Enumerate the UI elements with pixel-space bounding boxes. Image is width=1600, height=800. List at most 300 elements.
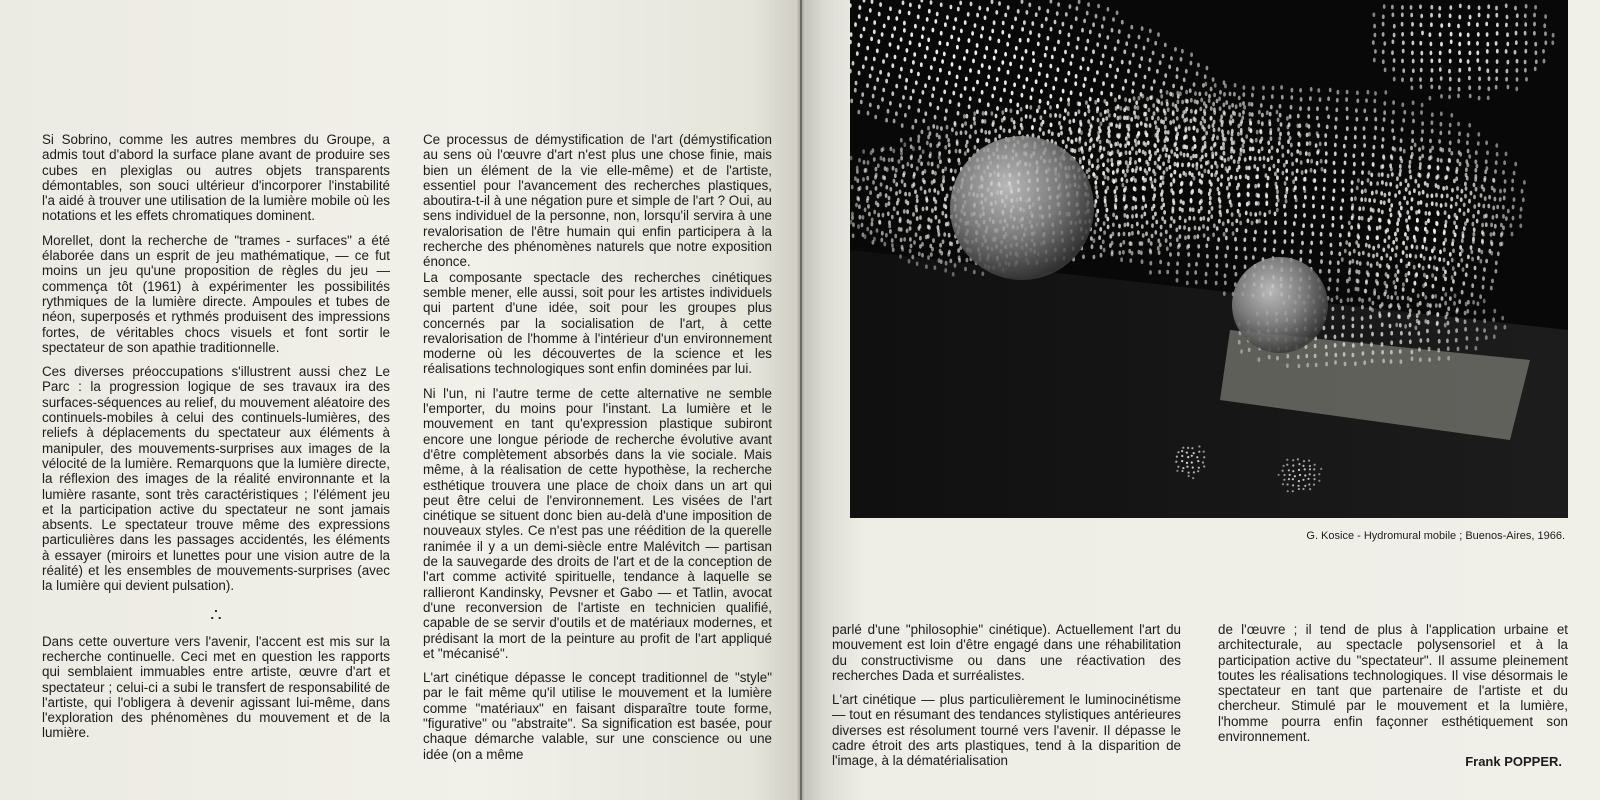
light-dot bbox=[1322, 195, 1325, 200]
light-dot bbox=[1200, 217, 1203, 222]
light-dot bbox=[957, 37, 960, 42]
light-dot bbox=[1453, 221, 1456, 226]
light-dot bbox=[1202, 224, 1205, 229]
light-dot bbox=[1391, 172, 1394, 177]
light-dot bbox=[1297, 131, 1300, 136]
light-dot bbox=[1372, 350, 1375, 355]
light-dot bbox=[1382, 22, 1385, 27]
light-dot bbox=[1026, 77, 1029, 82]
light-dot bbox=[1404, 324, 1407, 329]
light-dot bbox=[1224, 281, 1227, 286]
light-dot bbox=[1278, 136, 1281, 141]
light-dot bbox=[1017, 9, 1020, 14]
light-dot bbox=[1468, 199, 1471, 204]
light-dot bbox=[1044, 110, 1047, 115]
light-dot bbox=[1476, 164, 1479, 169]
light-dot bbox=[907, 162, 910, 167]
light-dot bbox=[1039, 127, 1042, 132]
light-dot bbox=[1377, 208, 1380, 213]
light-dot bbox=[1309, 488, 1311, 490]
light-dot bbox=[1268, 355, 1271, 360]
light-dot bbox=[1138, 35, 1141, 40]
light-dot bbox=[1164, 125, 1167, 130]
light-dot bbox=[1427, 303, 1430, 308]
light-dot bbox=[1306, 141, 1309, 146]
light-dot bbox=[1455, 328, 1458, 333]
light-dot bbox=[1210, 87, 1213, 92]
light-dot bbox=[880, 182, 883, 187]
light-dot bbox=[1181, 470, 1183, 472]
light-dot bbox=[1277, 159, 1280, 164]
light-dot bbox=[1194, 270, 1197, 275]
light-dot bbox=[944, 268, 947, 273]
light-dot bbox=[1162, 180, 1165, 185]
light-dot bbox=[1408, 215, 1411, 220]
light-dot bbox=[1441, 148, 1444, 153]
light-dot bbox=[1119, 143, 1122, 148]
light-dot bbox=[1280, 85, 1283, 90]
light-dot bbox=[995, 10, 998, 15]
light-dot bbox=[1102, 171, 1105, 176]
light-dot bbox=[966, 49, 969, 54]
light-dot bbox=[1455, 170, 1458, 175]
light-dot bbox=[1142, 176, 1145, 181]
light-dot bbox=[1087, 105, 1090, 110]
light-dot bbox=[1135, 151, 1138, 156]
light-dot bbox=[859, 5, 862, 10]
light-dot bbox=[1428, 357, 1431, 362]
light-dot bbox=[891, 63, 894, 68]
light-dot bbox=[910, 32, 913, 37]
light-dot bbox=[1105, 116, 1108, 121]
light-dot bbox=[1260, 103, 1263, 108]
light-dot bbox=[1186, 466, 1188, 468]
light-dot bbox=[959, 149, 962, 154]
paragraph: parlé d'une "philosophie" cinétique). Actuellement l'art du mouvement est loin d'être engagé dans une réhabilitation du constructivisme ou dans une réactivation des recherches Dada et surréalistes. bbox=[832, 622, 1181, 683]
light-dot bbox=[1195, 109, 1198, 114]
light-dot bbox=[1096, 109, 1099, 114]
light-dot bbox=[1455, 216, 1458, 221]
light-dot bbox=[1296, 169, 1299, 174]
light-dot bbox=[922, 119, 925, 124]
light-dot bbox=[1382, 14, 1385, 19]
light-dot bbox=[1215, 281, 1218, 286]
light-dot bbox=[1478, 203, 1481, 208]
light-dot bbox=[1439, 32, 1442, 37]
light-dot bbox=[1313, 178, 1316, 183]
light-dot bbox=[1502, 170, 1505, 175]
light-dot bbox=[1103, 230, 1106, 235]
light-dot bbox=[919, 215, 922, 220]
light-dot bbox=[1157, 246, 1160, 251]
light-dot bbox=[871, 222, 874, 227]
light-dot bbox=[904, 113, 907, 118]
light-dot bbox=[899, 217, 902, 222]
light-dot bbox=[984, 130, 987, 135]
light-dot bbox=[940, 183, 943, 188]
light-dot bbox=[1059, 30, 1062, 35]
light-dot bbox=[1477, 210, 1480, 215]
light-dot bbox=[898, 9, 901, 14]
light-dot bbox=[963, 56, 966, 61]
light-dot bbox=[900, 156, 903, 161]
light-dot bbox=[1193, 136, 1196, 141]
light-dot bbox=[965, 130, 968, 135]
light-dot bbox=[1252, 147, 1255, 152]
light-dot bbox=[977, 70, 980, 75]
light-dot bbox=[1274, 239, 1277, 244]
light-dot bbox=[916, 216, 919, 221]
light-dot bbox=[1444, 210, 1447, 215]
light-dot bbox=[1396, 176, 1399, 181]
light-dot bbox=[1197, 470, 1199, 472]
light-dot bbox=[858, 71, 861, 76]
light-dot bbox=[1334, 335, 1337, 340]
light-dot bbox=[1240, 119, 1243, 124]
light-dot bbox=[1154, 151, 1157, 156]
light-dot bbox=[1141, 26, 1144, 31]
light-dot bbox=[1417, 294, 1420, 299]
light-dot bbox=[938, 142, 941, 147]
light-dot bbox=[1478, 77, 1481, 82]
light-dot bbox=[1491, 279, 1494, 284]
light-dot bbox=[1533, 22, 1536, 27]
light-dot bbox=[851, 212, 854, 217]
light-dot bbox=[1233, 92, 1236, 97]
light-dot bbox=[1361, 325, 1364, 330]
light-dot bbox=[871, 66, 874, 71]
light-dot bbox=[1231, 222, 1234, 227]
light-dot bbox=[1309, 96, 1312, 101]
light-dot bbox=[976, 139, 979, 144]
light-dot bbox=[1416, 245, 1419, 250]
light-dot bbox=[1173, 170, 1176, 175]
light-dot bbox=[1405, 246, 1408, 251]
light-dot bbox=[914, 119, 917, 124]
light-dot bbox=[1219, 204, 1222, 209]
light-dot bbox=[1063, 116, 1066, 121]
light-dot bbox=[1514, 50, 1517, 55]
light-dot bbox=[1256, 130, 1259, 135]
light-dot bbox=[1243, 247, 1246, 252]
light-dot bbox=[889, 187, 892, 192]
light-dot bbox=[1037, 42, 1040, 47]
light-dot bbox=[1313, 474, 1315, 476]
light-dot bbox=[1287, 131, 1290, 136]
light-dot bbox=[946, 125, 949, 130]
light-dot bbox=[1205, 91, 1208, 96]
light-dot bbox=[1020, 107, 1023, 112]
light-dot bbox=[1346, 126, 1349, 131]
light-dot bbox=[1430, 13, 1433, 18]
light-dot bbox=[1440, 94, 1443, 99]
light-dot bbox=[1552, 33, 1555, 38]
light-dot bbox=[1179, 91, 1182, 96]
light-dot bbox=[1395, 264, 1398, 269]
light-dot bbox=[1222, 142, 1225, 147]
light-dot bbox=[1292, 179, 1295, 184]
light-dot bbox=[1381, 180, 1384, 185]
light-dot bbox=[1124, 186, 1127, 191]
light-dot bbox=[1406, 210, 1409, 215]
light-dot bbox=[1011, 91, 1014, 96]
light-dot bbox=[1257, 120, 1260, 125]
light-dot bbox=[1317, 134, 1320, 139]
light-dot bbox=[1224, 84, 1227, 89]
light-dot bbox=[1352, 307, 1355, 312]
light-dot bbox=[1422, 145, 1425, 150]
light-dot bbox=[1018, 130, 1021, 135]
light-dot bbox=[1056, 11, 1059, 16]
light-dot bbox=[1103, 221, 1106, 226]
light-dot bbox=[909, 226, 912, 231]
light-dot bbox=[1231, 129, 1234, 134]
light-dot bbox=[1122, 240, 1125, 245]
light-dot bbox=[1284, 194, 1287, 199]
light-dot bbox=[1438, 13, 1441, 18]
light-dot bbox=[1104, 99, 1107, 104]
light-dot bbox=[936, 12, 939, 17]
light-dot bbox=[1375, 190, 1378, 195]
light-dot bbox=[1082, 57, 1085, 62]
light-dot bbox=[1405, 187, 1408, 192]
light-dot bbox=[1196, 162, 1199, 167]
light-dot bbox=[885, 118, 888, 123]
light-dot bbox=[1107, 158, 1110, 163]
light-dot bbox=[1196, 456, 1198, 458]
light-dot bbox=[1138, 149, 1141, 154]
light-dot bbox=[1190, 156, 1193, 161]
light-dot bbox=[904, 57, 907, 62]
light-dot bbox=[1151, 206, 1154, 211]
light-dot bbox=[1194, 118, 1197, 123]
light-dot bbox=[1399, 164, 1402, 169]
light-dot bbox=[1473, 183, 1476, 188]
light-dot bbox=[958, 66, 961, 71]
light-dot bbox=[1390, 359, 1393, 364]
light-dot bbox=[1428, 264, 1431, 269]
light-dot bbox=[1486, 166, 1489, 171]
light-dot bbox=[1314, 464, 1316, 466]
light-dot bbox=[1376, 273, 1379, 278]
light-dot bbox=[1125, 160, 1128, 165]
light-dot bbox=[1286, 116, 1289, 121]
light-dot bbox=[1225, 263, 1228, 268]
light-dot bbox=[1457, 263, 1460, 268]
light-dot bbox=[1456, 318, 1459, 323]
light-dot bbox=[889, 42, 892, 47]
light-dot bbox=[1468, 22, 1471, 27]
light-dot bbox=[1419, 77, 1422, 82]
light-dot bbox=[903, 21, 906, 26]
light-dot bbox=[1247, 219, 1250, 224]
light-dot bbox=[1493, 231, 1496, 236]
light-dot bbox=[1251, 221, 1254, 226]
light-dot bbox=[1258, 357, 1261, 362]
light-dot bbox=[858, 158, 861, 163]
light-dot bbox=[1253, 164, 1256, 169]
light-dot bbox=[1107, 7, 1110, 12]
paragraph: Ces diverses préoccupations s'illustrent aussi chez Le Parc : la progression logique de ses travaux ira des surfaces-séquences au relief, du mouvement aléatoire des continuels-mobiles à celui des continuels-lumières, des reliefs à déplacements du spectateur aux éléments à manipuler, des mouvements-surprises aux images de la vélocité de la lumière. Remarquons que la lumière directe, la réflexion des images de la réalité environnante et la lumière rasante, sont très caractéristiques ; l'élément jeu et la participation active du spectateur ne sont jamais absents. Le spectateur trouve même des expressions particulières dans les passages accidentés, les éléments à essayer (miroirs et lunettes pour une vision autre de la réalité) et les ensembles de mouvements-surprises (avec la lumière qui devient pulsation). bbox=[42, 364, 390, 594]
light-dot bbox=[1169, 235, 1172, 240]
light-dot bbox=[998, 1, 1001, 6]
light-dot bbox=[1185, 117, 1188, 122]
light-dot bbox=[1050, 27, 1053, 32]
light-dot bbox=[1159, 243, 1162, 248]
light-dot bbox=[1495, 269, 1498, 274]
light-dot bbox=[1057, 133, 1060, 138]
light-dot bbox=[916, 194, 919, 199]
light-dot bbox=[1173, 219, 1176, 224]
light-dot bbox=[1192, 163, 1195, 168]
light-dot bbox=[1305, 151, 1308, 156]
light-dot bbox=[1437, 212, 1440, 217]
light-dot bbox=[1124, 79, 1127, 84]
light-dot bbox=[885, 233, 888, 238]
light-dot bbox=[1312, 204, 1315, 209]
light-dot bbox=[1503, 188, 1506, 193]
light-dot bbox=[1191, 461, 1193, 463]
light-dot bbox=[1466, 163, 1469, 168]
light-dot bbox=[1495, 13, 1498, 18]
light-dot bbox=[1330, 251, 1333, 256]
light-dot bbox=[1164, 73, 1167, 78]
light-dot bbox=[1304, 485, 1306, 487]
light-dot bbox=[1384, 90, 1387, 95]
light-dot bbox=[1341, 224, 1344, 229]
light-dot bbox=[1216, 99, 1219, 104]
light-dot bbox=[1003, 128, 1006, 133]
light-dot bbox=[1480, 259, 1483, 264]
light-dot bbox=[991, 94, 994, 99]
light-dot bbox=[1135, 101, 1138, 106]
light-dot bbox=[1181, 460, 1183, 462]
light-dot bbox=[1205, 272, 1208, 277]
light-dot bbox=[1448, 23, 1451, 28]
light-dot bbox=[1172, 207, 1175, 212]
light-dot bbox=[1150, 86, 1153, 91]
light-dot bbox=[1534, 67, 1537, 72]
light-dot bbox=[1411, 357, 1414, 362]
light-dot bbox=[1505, 4, 1508, 9]
light-dot bbox=[1127, 222, 1130, 227]
light-dot bbox=[1222, 137, 1225, 142]
light-dot bbox=[1418, 147, 1421, 152]
light-dot bbox=[1120, 257, 1123, 262]
light-dot bbox=[1318, 473, 1320, 475]
light-dot bbox=[927, 126, 930, 131]
light-dot bbox=[1267, 176, 1270, 181]
light-dot bbox=[1424, 295, 1427, 300]
light-dot bbox=[1418, 209, 1421, 214]
light-dot bbox=[1159, 260, 1162, 265]
light-dot bbox=[1096, 166, 1099, 171]
light-dot bbox=[1290, 143, 1293, 148]
light-dot bbox=[1419, 358, 1422, 363]
light-dot bbox=[1335, 108, 1338, 113]
light-dot bbox=[1250, 128, 1253, 133]
light-dot bbox=[940, 3, 943, 8]
light-dot bbox=[970, 124, 973, 129]
light-dot bbox=[936, 125, 939, 130]
light-dot bbox=[1106, 35, 1109, 40]
light-dot bbox=[1188, 263, 1191, 268]
light-dot bbox=[1223, 111, 1226, 116]
light-dot bbox=[1180, 199, 1183, 204]
light-dot bbox=[1021, 126, 1024, 131]
light-dot bbox=[1090, 88, 1093, 93]
light-dot bbox=[1134, 160, 1137, 165]
light-dot bbox=[1487, 96, 1490, 101]
light-dot bbox=[1349, 260, 1352, 265]
light-dot bbox=[1000, 97, 1003, 102]
light-dot bbox=[1376, 235, 1379, 240]
light-dot bbox=[1097, 98, 1100, 103]
light-dot bbox=[945, 134, 948, 139]
light-dot bbox=[1443, 258, 1446, 263]
light-dot bbox=[1438, 139, 1441, 144]
light-dot bbox=[1483, 267, 1486, 272]
light-dot bbox=[1400, 138, 1403, 143]
light-dot bbox=[1221, 120, 1224, 125]
light-dot bbox=[1468, 76, 1471, 81]
light-dot bbox=[1370, 173, 1373, 178]
light-dot bbox=[947, 138, 950, 143]
light-dot bbox=[1483, 309, 1486, 314]
light-dot bbox=[1496, 49, 1499, 54]
light-dot bbox=[1306, 159, 1309, 164]
light-dot bbox=[1342, 187, 1345, 192]
light-dot bbox=[1141, 224, 1144, 229]
light-dot bbox=[1229, 200, 1232, 205]
light-dot bbox=[1360, 342, 1363, 347]
light-dot bbox=[1079, 157, 1082, 162]
left-column-1 bbox=[42, 132, 390, 741]
light-dot bbox=[985, 111, 988, 116]
light-dot bbox=[873, 157, 876, 162]
light-dot bbox=[1112, 213, 1115, 218]
light-dot bbox=[1259, 211, 1262, 216]
light-dot bbox=[1313, 484, 1315, 486]
light-dot bbox=[903, 28, 906, 33]
light-dot bbox=[1133, 110, 1136, 115]
light-dot bbox=[1485, 159, 1488, 164]
author-signature: Frank POPPER. bbox=[1465, 754, 1562, 770]
light-dot bbox=[997, 39, 1000, 44]
light-dot bbox=[1187, 447, 1189, 449]
light-dot bbox=[1190, 61, 1193, 66]
light-dot bbox=[1147, 141, 1150, 146]
light-dot bbox=[1337, 261, 1340, 266]
light-dot bbox=[1298, 480, 1300, 482]
light-dot bbox=[980, 34, 983, 39]
light-dot bbox=[1356, 260, 1359, 265]
light-dot bbox=[1213, 223, 1216, 228]
light-dot bbox=[879, 70, 882, 75]
light-dot bbox=[1345, 240, 1348, 245]
light-dot bbox=[1159, 166, 1162, 171]
light-dot bbox=[1276, 356, 1279, 361]
light-dot bbox=[1160, 101, 1163, 106]
light-dot bbox=[881, 32, 884, 37]
light-dot bbox=[1249, 212, 1252, 217]
light-dot bbox=[1138, 96, 1141, 101]
light-dot bbox=[1357, 279, 1360, 284]
light-dot bbox=[1370, 342, 1373, 347]
light-dot bbox=[934, 19, 937, 24]
light-dot bbox=[1459, 252, 1462, 257]
light-dot bbox=[1399, 213, 1402, 218]
